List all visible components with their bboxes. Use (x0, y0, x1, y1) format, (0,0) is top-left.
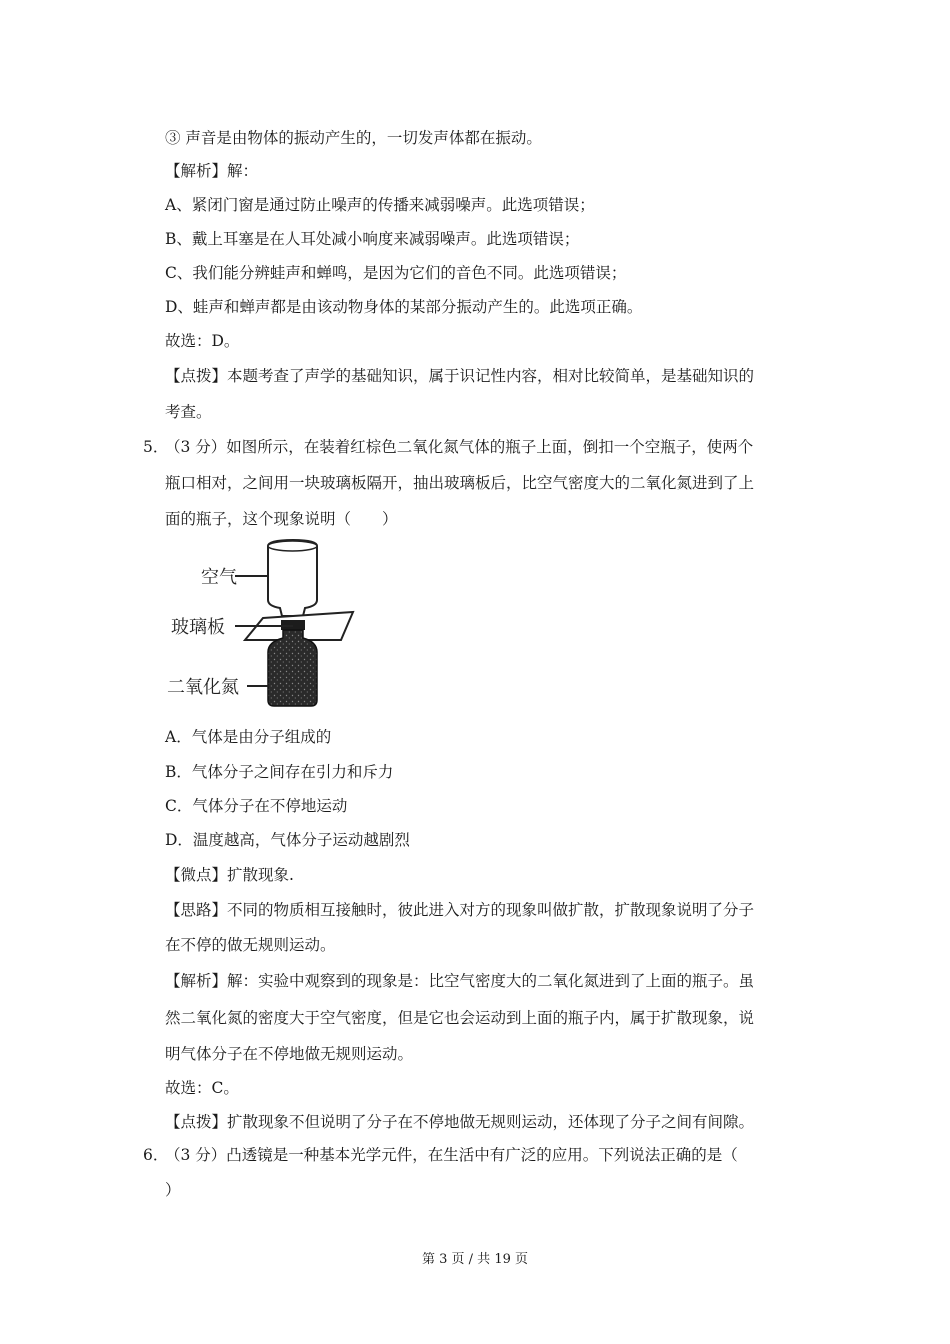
analysis-line-3: 明气体分子在不停地做无规则运动。 (165, 1045, 414, 1063)
question-6-number: 6． (143, 1146, 169, 1164)
label-glass-plate: 玻璃板 (171, 617, 225, 638)
principle-3: ③ 声音是由物体的振动产生的，一切发声体都在振动。 (165, 129, 542, 147)
analysis-option-a: A、紧闭门窗是通过防止噪声的传播来减弱噪声。此选项错误； (165, 196, 595, 214)
analysis-heading: 【解析】解： (165, 162, 259, 180)
option-d: D．温度越高，气体分子运动越剧烈 (165, 831, 410, 849)
prev-tip-line-2: 考查。 (165, 403, 212, 421)
option-b: B．气体分子之间存在引力和斥力 (165, 763, 394, 781)
q5-tip: 【点拨】扩散现象不但说明了分子在不停地做无规则运动，还体现了分子之间有间隙。 (165, 1113, 755, 1131)
question-6-stem-line-1: （3 分）凸透镜是一种基本光学元件，在生活中有广泛的应用。下列说法正确的是（ (165, 1146, 738, 1164)
question-5-stem-line-1: （3 分）如图所示，在装着红棕色二氧化氮气体的瓶子上面，倒扣一个空瓶子，使两个 (165, 438, 754, 456)
diffusion-experiment-figure (165, 538, 365, 710)
analysis-line-1: 【解析】解：实验中观察到的现象是：比空气密度大的二氧化氮进到了上面的瓶子。虽 (165, 972, 755, 990)
idea-line-1: 【思路】不同的物质相互接触时，彼此进入对方的现象叫做扩散，扩散现象说明了分子 (165, 901, 755, 919)
label-air: 空气 (201, 567, 237, 588)
idea-line-2: 在不停的做无规则运动。 (165, 936, 336, 954)
upper-bottle-icon (268, 540, 317, 616)
question-5-stem-line-2: 瓶口相对，之间用一块玻璃板隔开，抽出玻璃板后，比空气密度大的二氧化氮进到了上 (165, 474, 755, 492)
prev-answer: 故选：D。 (165, 332, 240, 350)
analysis-option-b: B、戴上耳塞是在人耳处减小响度来减弱噪声。此选项错误； (165, 230, 580, 248)
question-5-stem-line-3: 面的瓶子，这个现象说明（ ） (165, 510, 398, 528)
micro-point: 【微点】扩散现象. (165, 866, 294, 884)
analysis-option-d: D、蛙声和蝉声都是由该动物身体的某部分振动产生的。此选项正确。 (165, 298, 643, 316)
prev-tip-line-1: 【点拨】本题考查了声学的基础知识，属于识记性内容，相对比较简单，是基础知识的 (165, 367, 755, 385)
question-6-stem-line-2: ） (165, 1181, 181, 1199)
label-no2: 二氧化氮 (167, 677, 239, 698)
analysis-line-2: 然二氧化氮的密度大于空气密度，但是它也会运动到上面的瓶子内，属于扩散现象，说 (165, 1009, 755, 1027)
q5-answer: 故选：C。 (165, 1079, 239, 1097)
option-c: C．气体分子在不停地运动 (165, 797, 348, 815)
question-5-number: 5． (143, 438, 169, 456)
page-footer: 第 3 页 / 共 19 页 (422, 1252, 528, 1267)
analysis-option-c: C、我们能分辨蛙声和蝉鸣，是因为它们的音色不同。此选项错误； (165, 264, 627, 282)
option-a: A．气体是由分子组成的 (165, 728, 332, 746)
